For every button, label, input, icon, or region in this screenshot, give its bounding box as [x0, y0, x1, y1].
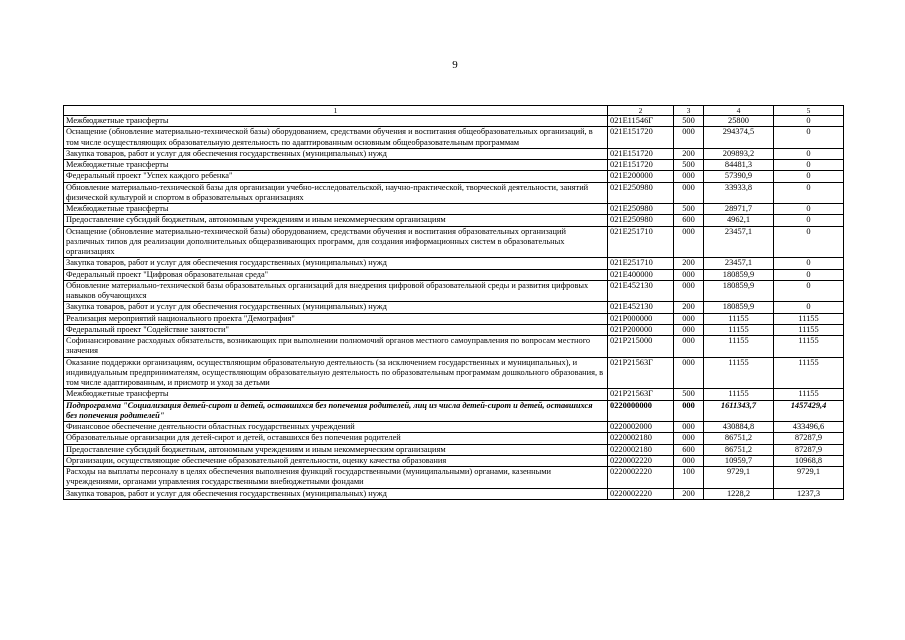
table-row [64, 302, 844, 313]
row-value-2022-cell: 1457429,4 [774, 400, 844, 422]
row-code-cell: 021P000000 [608, 313, 674, 324]
row-type-cell: 000 [674, 400, 704, 422]
row-type-cell: 200 [674, 148, 704, 159]
budget-table [63, 105, 844, 500]
table-row [64, 269, 844, 280]
row-code-cell: 021P21563Г [608, 357, 674, 389]
header-cell: 2 [608, 106, 674, 116]
row-name-cell: Обновление материально-технической базы образовательных организаций для внедрения цифровой образовательной среды и развития цифровых навыков обучающихся [64, 280, 608, 302]
row-value-2021-cell: 86751,2 [704, 433, 774, 444]
row-value-2021-cell: 11155 [704, 357, 774, 389]
row-code-cell: 021E251710 [608, 258, 674, 269]
row-name-cell: Оказание поддержки организациям, осуществляющим образовательную деятельность (за исключением государственных и муниципальных), и индивидуальным предпринимателям, осуществляющим образовательную деятельность по образовательным программам дошкольного образования, в том числе адаптированным, и присмотр и уход за детьми [64, 357, 608, 389]
row-type-cell: 000 [674, 171, 704, 182]
row-value-2022-cell: 0 [774, 269, 844, 280]
row-code-cell: 021E251710 [608, 226, 674, 258]
page-number: 9 [452, 59, 458, 71]
row-code-cell: 021E250980 [608, 204, 674, 215]
row-value-2022-cell: 11155 [774, 336, 844, 358]
table-row [64, 215, 844, 226]
table-row [64, 148, 844, 159]
table-row [64, 182, 844, 204]
row-type-cell: 500 [674, 160, 704, 171]
row-name-cell: Организации, осуществляющие обеспечение образовательной деятельности, оценку качества образования [64, 455, 608, 466]
table-row [64, 258, 844, 269]
table-row [64, 116, 844, 127]
row-type-cell: 000 [674, 324, 704, 335]
row-name-cell: Оснащение (обновление материально-технической базы) оборудованием, средствами обучения и воспитания общеобразовательных организаций, в том числе осуществляющих образовательную деятельность по адаптированным основным общеобразовательным программам [64, 127, 608, 149]
table-row [64, 171, 844, 182]
row-value-2022-cell: 0 [774, 215, 844, 226]
row-name-cell: Межбюджетные трансферты [64, 389, 608, 400]
row-value-2022-cell: 0 [774, 280, 844, 302]
row-name-cell: Федеральный проект "Цифровая образовательная среда" [64, 269, 608, 280]
row-code-cell: 021P21563Г [608, 389, 674, 400]
row-code-cell: 021E250980 [608, 215, 674, 226]
row-type-cell: 000 [674, 313, 704, 324]
row-type-cell: 200 [674, 302, 704, 313]
row-value-2022-cell: 0 [774, 258, 844, 269]
row-value-2021-cell: 28971,7 [704, 204, 774, 215]
row-value-2022-cell: 87287,9 [774, 444, 844, 455]
table-row [64, 467, 844, 489]
row-code-cell: 021E151720 [608, 148, 674, 159]
row-type-cell: 600 [674, 215, 704, 226]
row-code-cell: 0220000000 [608, 400, 674, 422]
row-value-2021-cell: 430884,8 [704, 422, 774, 433]
row-code-cell: 021E452130 [608, 302, 674, 313]
row-code-cell: 021E151720 [608, 160, 674, 171]
row-value-2021-cell: 1228,2 [704, 488, 774, 499]
table-row [64, 444, 844, 455]
row-code-cell: 0220002000 [608, 422, 674, 433]
row-value-2022-cell: 9729,1 [774, 467, 844, 489]
row-code-cell: 021E400000 [608, 269, 674, 280]
row-value-2022-cell: 11155 [774, 389, 844, 400]
row-name-cell: Софинансирование расходных обязательств, возникающих при выполнении полномочий органов местного самоуправления по вопросам местного значения [64, 336, 608, 358]
row-code-cell: 021E11546Г [608, 116, 674, 127]
row-name-cell: Федеральный проект "Содействие занятости" [64, 324, 608, 335]
table-row [64, 433, 844, 444]
row-type-cell: 000 [674, 269, 704, 280]
table-row [64, 488, 844, 499]
subprogram-row [64, 400, 844, 422]
table-row [64, 336, 844, 358]
table-row [64, 455, 844, 466]
row-code-cell: 0220002180 [608, 433, 674, 444]
table-row [64, 280, 844, 302]
row-type-cell: 000 [674, 280, 704, 302]
table-row [64, 127, 844, 149]
row-code-cell: 021E151720 [608, 127, 674, 149]
row-value-2021-cell: 86751,2 [704, 444, 774, 455]
row-name-cell: Подпрограмма "Социализация детей-сирот и детей, оставшихся без попечения родителей, лиц из числа детей-сирот и детей, оставшихся без попечения родителей" [64, 400, 608, 422]
budget-table-body [64, 106, 844, 500]
row-name-cell: Расходы на выплаты персоналу в целях обеспечения выполнения функций государственными (муниципальными) органами, казенными учреждениями, органами управления государственными внебюджетными фондами [64, 467, 608, 489]
row-value-2022-cell: 87287,9 [774, 433, 844, 444]
row-value-2021-cell: 11155 [704, 313, 774, 324]
row-value-2021-cell: 9729,1 [704, 467, 774, 489]
row-value-2021-cell: 23457,1 [704, 226, 774, 258]
row-name-cell: Оснащение (обновление материально-технической базы) оборудованием, средствами обучения и воспитания образовательных организаций различных типов для реализации дополнительных общеразвивающих программ, для создания информационных систем в образовательных организациях [64, 226, 608, 258]
row-value-2021-cell: 180859,9 [704, 269, 774, 280]
row-code-cell: 0220002180 [608, 444, 674, 455]
row-value-2021-cell: 11155 [704, 389, 774, 400]
row-value-2021-cell: 180859,9 [704, 280, 774, 302]
row-type-cell: 000 [674, 357, 704, 389]
row-value-2022-cell: 0 [774, 171, 844, 182]
row-name-cell: Закупка товаров, работ и услуг для обеспечения государственных (муниципальных) нужд [64, 258, 608, 269]
row-name-cell: Федеральный проект "Успех каждого ребенка" [64, 171, 608, 182]
table-row [64, 160, 844, 171]
row-type-cell: 000 [674, 226, 704, 258]
row-type-cell: 000 [674, 455, 704, 466]
row-code-cell: 021E200000 [608, 171, 674, 182]
row-value-2021-cell: 294374,5 [704, 127, 774, 149]
header-cell: 1 [64, 106, 608, 116]
table-row [64, 204, 844, 215]
row-code-cell: 0220002220 [608, 467, 674, 489]
row-value-2022-cell: 0 [774, 160, 844, 171]
row-value-2022-cell: 0 [774, 302, 844, 313]
row-value-2021-cell: 1611343,7 [704, 400, 774, 422]
row-type-cell: 000 [674, 336, 704, 358]
row-value-2022-cell: 0 [774, 148, 844, 159]
table-header-row [64, 106, 844, 116]
row-type-cell: 600 [674, 444, 704, 455]
row-type-cell: 000 [674, 433, 704, 444]
table-row [64, 422, 844, 433]
row-type-cell: 500 [674, 204, 704, 215]
row-value-2021-cell: 209893,2 [704, 148, 774, 159]
row-type-cell: 500 [674, 116, 704, 127]
row-value-2021-cell: 11155 [704, 324, 774, 335]
row-value-2021-cell: 33933,8 [704, 182, 774, 204]
row-code-cell: 021E250980 [608, 182, 674, 204]
row-value-2021-cell: 23457,1 [704, 258, 774, 269]
row-type-cell: 200 [674, 488, 704, 499]
table-row [64, 389, 844, 400]
row-name-cell: Межбюджетные трансферты [64, 116, 608, 127]
table-row [64, 226, 844, 258]
row-type-cell: 000 [674, 422, 704, 433]
table-row [64, 313, 844, 324]
header-cell: 4 [704, 106, 774, 116]
row-name-cell: Закупка товаров, работ и услуг для обеспечения государственных (муниципальных) нужд [64, 302, 608, 313]
row-value-2021-cell: 11155 [704, 336, 774, 358]
row-name-cell: Предоставление субсидий бюджетным, автономным учреждениям и иным некоммерческим организациям [64, 444, 608, 455]
row-value-2021-cell: 4962,1 [704, 215, 774, 226]
row-name-cell: Реализация мероприятий национального проекта "Демография" [64, 313, 608, 324]
row-code-cell: 021P215000 [608, 336, 674, 358]
table-row [64, 324, 844, 335]
row-name-cell: Закупка товаров, работ и услуг для обеспечения государственных (муниципальных) нужд [64, 148, 608, 159]
row-value-2022-cell: 433496,6 [774, 422, 844, 433]
row-type-cell: 000 [674, 127, 704, 149]
table-row [64, 357, 844, 389]
row-value-2022-cell: 0 [774, 182, 844, 204]
row-value-2022-cell: 10968,8 [774, 455, 844, 466]
row-code-cell: 0220002220 [608, 488, 674, 499]
row-code-cell: 021P200000 [608, 324, 674, 335]
row-value-2021-cell: 10959,7 [704, 455, 774, 466]
header-cell: 3 [674, 106, 704, 116]
row-value-2022-cell: 0 [774, 204, 844, 215]
row-name-cell: Предоставление субсидий бюджетным, автономным учреждениям и иным некоммерческим организациям [64, 215, 608, 226]
row-type-cell: 500 [674, 389, 704, 400]
row-value-2021-cell: 180859,9 [704, 302, 774, 313]
row-name-cell: Межбюджетные трансферты [64, 160, 608, 171]
row-name-cell: Образовательные организации для детей-сирот и детей, оставшихся без попечения родителей [64, 433, 608, 444]
row-value-2021-cell: 57390,9 [704, 171, 774, 182]
row-value-2022-cell: 1237,3 [774, 488, 844, 499]
row-value-2022-cell: 0 [774, 226, 844, 258]
row-value-2022-cell: 0 [774, 127, 844, 149]
row-value-2022-cell: 0 [774, 116, 844, 127]
row-value-2021-cell: 84481,3 [704, 160, 774, 171]
row-code-cell: 0220002220 [608, 455, 674, 466]
row-code-cell: 021E452130 [608, 280, 674, 302]
row-value-2022-cell: 11155 [774, 324, 844, 335]
row-value-2022-cell: 11155 [774, 313, 844, 324]
row-value-2022-cell: 11155 [774, 357, 844, 389]
row-type-cell: 200 [674, 258, 704, 269]
row-name-cell: Межбюджетные трансферты [64, 204, 608, 215]
row-value-2021-cell: 25800 [704, 116, 774, 127]
header-cell: 5 [774, 106, 844, 116]
row-name-cell: Обновление материально-технической базы для организации учебно-исследовательской, научно-практической, творческой деятельности, занятий физической культурой и спортом в образовательных организациях [64, 182, 608, 204]
row-type-cell: 100 [674, 467, 704, 489]
row-type-cell: 000 [674, 182, 704, 204]
row-name-cell: Закупка товаров, работ и услуг для обеспечения государственных (муниципальных) нужд [64, 488, 608, 499]
row-name-cell: Финансовое обеспечение деятельности областных государственных учреждений [64, 422, 608, 433]
